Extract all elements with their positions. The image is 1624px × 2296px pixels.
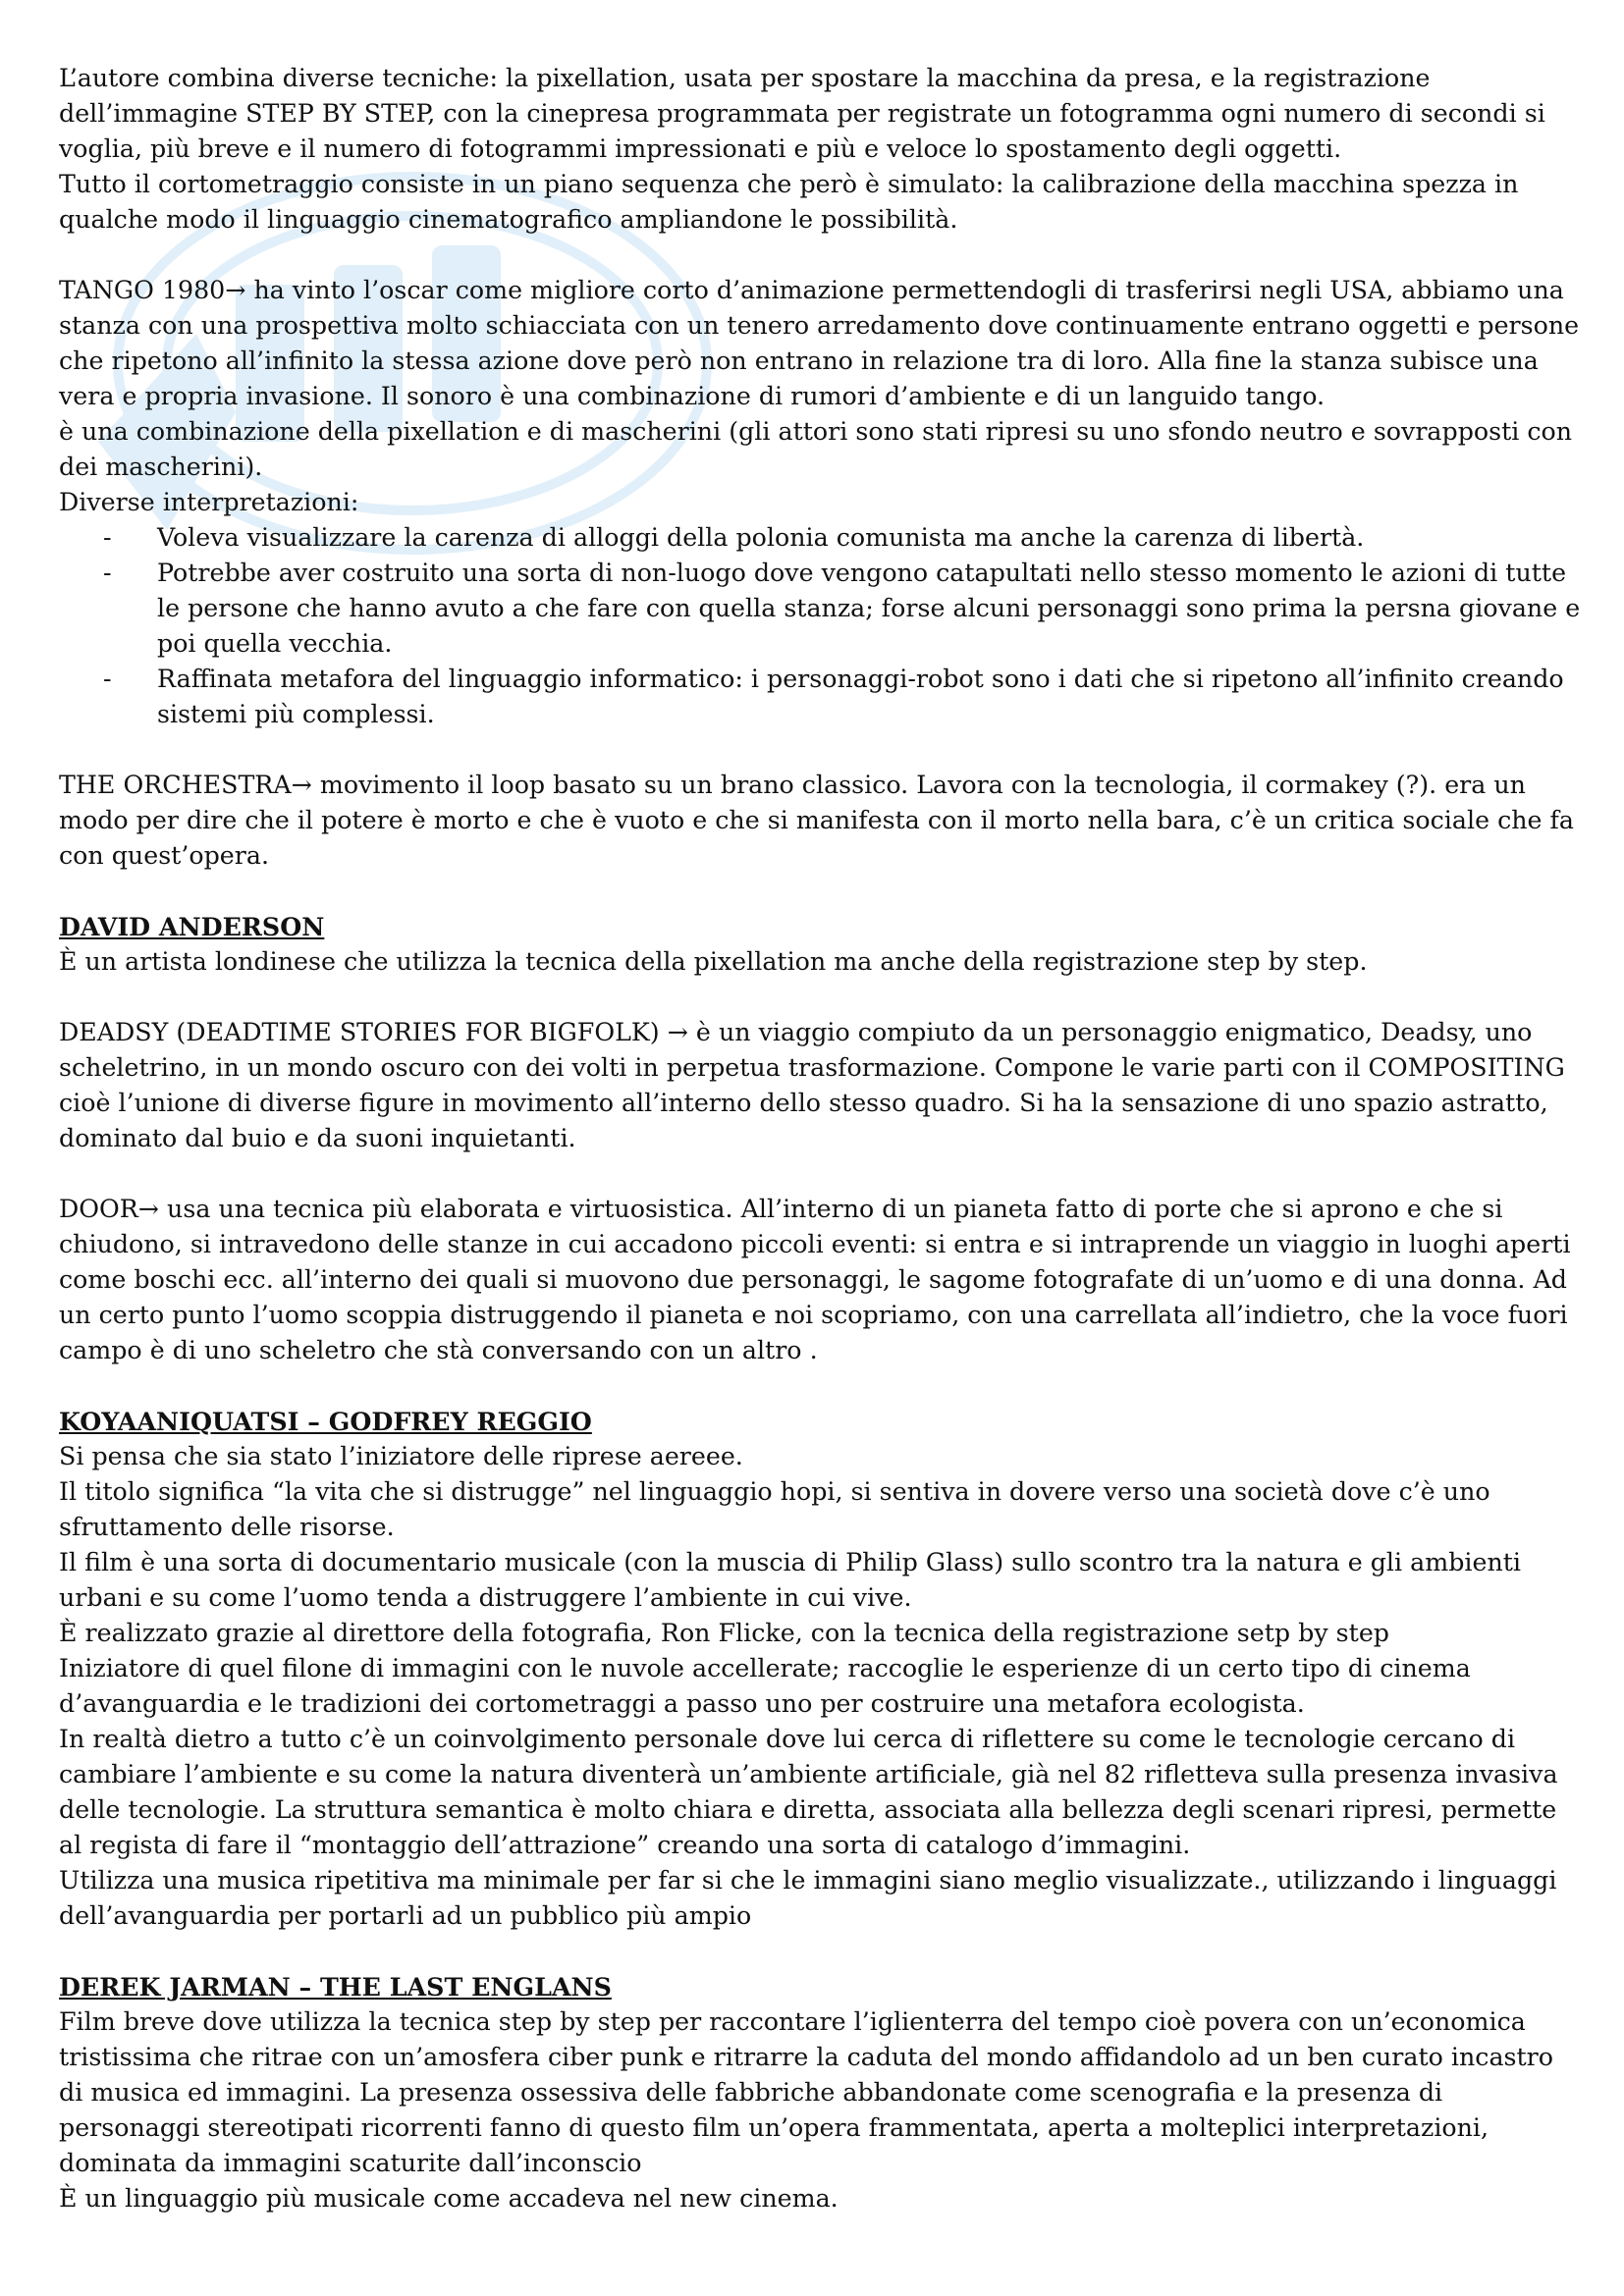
- tango-paragraph-2: è una combinazione della pixellation e di mascherini (gli attori sono stati ripresi su uno sfondo neutro e sovrapposti con dei mascherini).: [59, 417, 1573, 481]
- reggio-line: Utilizza una musica ripetitiva ma minimale per far si che le immagini siano meglio visualizzate., utilizzando i linguaggi dell’avanguardia per portarli ad un pubblico più ampio: [59, 1866, 1557, 1930]
- reggio-line: In realtà dietro a tutto c’è un coinvolgimento personale dove lui cerca di riflettere su come le tecnologie cercano di cambiare l’ambiente e su come la natura diventerà un’ambiente artificiale, già nel 82 rifletteva sulla presenza invasiva delle tecnologie. La struttura semantica è molto chiara e diretta, associata alla bellezza degli scenari ripresi, permette al regista di fare il “montaggio dell’attrazione” creando una sorta di catalogo d’immagini.: [59, 1725, 1558, 1859]
- anderson-heading: DAVID ANDERSON: [59, 912, 325, 941]
- door-paragraph: DOOR→ usa una tecnica più elaborata e virtuosistica. All’interno di un pianeta fatto di porte che si aprono e che si chiudono, si intravedono delle stanze in cui accadono piccoli eventi: si entra e si intraprende un viaggio in luoghi aperti come boschi ecc. all’interno dei quali si muovono due personaggi, le sagome fotografate di un’uomo e di una donna. Ad un certo punto l’uomo scoppia distruggendo il pianeta e noi scopriamo, con una carrellata all’indietro, che la voce fuori campo è di uno scheletro che stà conversando con un altro .: [59, 1195, 1571, 1364]
- jarman-heading: DEREK JARMAN – THE LAST ENGLANS: [59, 1972, 612, 2002]
- list-item: - Potrebbe aver costruito una sorta di non-luogo dove vengono catapultati nello stesso momento le azioni di tutte le persone che hanno avuto a che fare con quella stanza; forse alcuni personaggi sono prima la persna giovane e poi quella vecchia.: [157, 556, 1581, 662]
- tango-paragraph-1: TANGO 1980→ ha vinto l’oscar come migliore corto d’animazione permettendogli di trasferirsi negli USA, abbiamo una stanza con una prospettiva molto schiacciata con un tenero arredamento dove continuamente entrano oggetti e persone che ripetono all’infinito la stessa azione dove però non entrano in relazione tra di loro. Alla fine la stanza subisce una vera e propria invasione. Il sonoro è una combinazione di rumori d’ambiente e di un languido tango.: [59, 276, 1580, 410]
- jarman-paragraph-2: È un linguaggio più musicale come accadeva nel new cinema.: [59, 2184, 839, 2213]
- tango-interpretations-list: [59, 520, 1581, 732]
- tango-interpretations-label: Diverse interpretazioni:: [59, 488, 359, 516]
- intro-paragraph-2: Tutto il cortometraggio consiste in un piano sequenza che però è simulato: la calibrazione della macchina spezza in qualche modo il linguaggio cinematografico ampliandone le possibilità.: [59, 170, 1519, 234]
- reggio-heading: KOYAANIQUATSI – GODFREY REGGIO: [59, 1407, 592, 1436]
- deadsy-paragraph: DEADSY (DEADTIME STORIES FOR BIGFOLK) → è un viaggio compiuto da un personaggio enigmatico, Deadsy, uno scheletrino, in un mondo oscuro con dei volti in perpetua trasformazione. Compone le varie parti con il COMPOSITING cioè l’unione di diverse figure in movimento all’interno dello stesso quadro. Si ha la sensazione di uno spazio astratto, dominato dal buio e da suoni inquietanti.: [59, 1018, 1565, 1152]
- orchestra-paragraph: THE ORCHESTRA→ movimento il loop basato su un brano classico. Lavora con la tecnologia, il cormakey (?). era un modo per dire che il potere è morto e che è vuoto e che si manifesta con il morto nella bara, c’è un critica sociale che fa con quest’opera.: [59, 771, 1574, 870]
- intro-paragraph-1: L’autore combina diverse tecniche: la pixellation, usata per spostare la macchina da presa, e la registrazione dell’immagine STEP BY STEP, con la cinepresa programmata per registrate un fotogramma ogni numero di secondi si voglia, più breve e il numero di fotogrammi impressionati e più e veloce lo spostamento degli oggetti.: [59, 64, 1545, 163]
- reggio-line: Si pensa che sia stato l’iniziatore delle riprese aereee.: [59, 1442, 743, 1470]
- reggio-line: Il titolo significa “la vita che si distrugge” nel linguaggio hopi, si sentiva in dovere verso una società dove c’è uno sfruttamento delle risorse.: [59, 1477, 1490, 1541]
- reggio-line: Il film è una sorta di documentario musicale (con la muscia di Philip Glass) sullo scontro tra la natura e gli ambienti urbani e su come l’uomo tenda a distruggere l’ambiente in cui vive.: [59, 1548, 1522, 1612]
- document-page: [59, 61, 1581, 2216]
- list-item: - Raffinata metafora del linguaggio informatico: i personaggi-robot sono i dati che si ripetono all’infinito creando sistemi più complessi.: [157, 662, 1581, 732]
- list-item: - Voleva visualizzare la carenza di alloggi della polonia comunista ma anche la carenza di libertà.: [157, 520, 1581, 556]
- reggio-line: Iniziatore di quel filone di immagini con le nuvole accellerate; raccoglie le esperienze di un certo tipo di cinema d’avanguardia e le tradizioni dei cortometraggi a passo uno per costruire una metafora ecologista.: [59, 1654, 1471, 1718]
- anderson-paragraph-1: È un artista londinese che utilizza la tecnica della pixellation ma anche della registrazione step by step.: [59, 947, 1368, 976]
- reggio-line: È realizzato grazie al direttore della fotografia, Ron Flicke, con la tecnica della registrazione setp by step: [59, 1619, 1389, 1647]
- jarman-paragraph-1: Film breve dove utilizza la tecnica step by step per raccontare l’iglienterra del tempo cioè povera con un’economica tristissima che ritrae con un’amosfera ciber punk e ritrarre la caduta del mondo affidandolo ad un ben curato incastro di musica ed immagini. La presenza ossessiva delle fabbriche abbandonate come scenografia e la presenza di personaggi stereotipati ricorrenti fanno di questo film un’opera frammentata, aperta a molteplici interpretazioni, dominata da immagini scaturite dall’inconscio: [59, 2007, 1554, 2177]
